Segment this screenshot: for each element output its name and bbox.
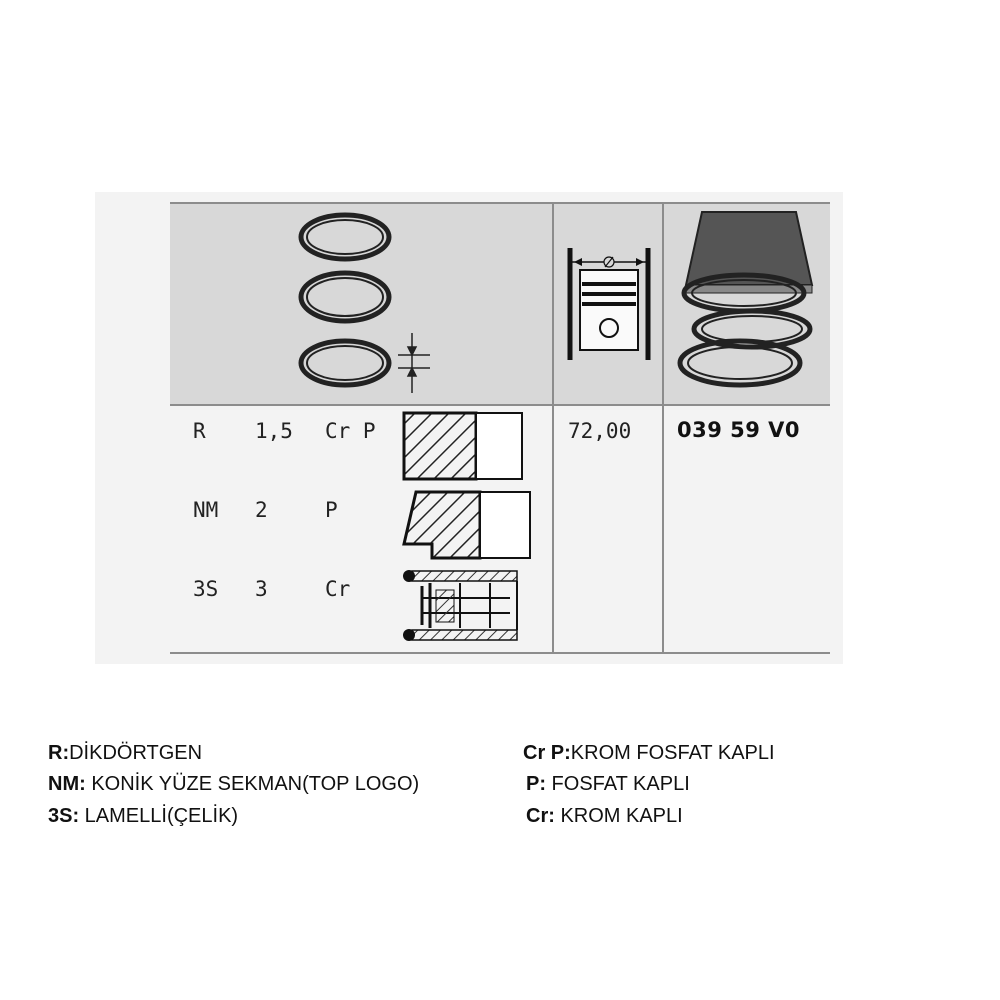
piston-rings-icon (290, 205, 440, 400)
legend-key: 3S: (48, 805, 80, 827)
legend-key: R: (48, 742, 70, 764)
table-top-border (170, 202, 830, 204)
row-2-coating: P (325, 498, 338, 522)
taper-ring-section-icon (400, 488, 535, 563)
table-bottom-border (170, 652, 830, 654)
legend-right-3 (526, 805, 683, 828)
row-3-size: 3 (255, 577, 268, 601)
legend-key: Cr: (526, 805, 555, 827)
legend-left-1 (48, 742, 202, 765)
legend-right-2 (526, 773, 690, 796)
legend-value: DİKDÖRTGEN (69, 742, 203, 764)
legend-left-3 (48, 805, 238, 828)
legend-right-1 (523, 742, 775, 765)
rectangular-ring-section-icon (400, 410, 525, 482)
legend-value: KROM KAPLI (554, 805, 683, 827)
legend-value: KONİK YÜZE SEKMAN(TOP LOGO) (85, 773, 420, 795)
row-3-coating: Cr (325, 577, 351, 601)
part-number: 039 59 V0 (677, 418, 801, 442)
legend-value: FOSFAT KAPLI (546, 773, 690, 795)
row-1-code: R (193, 419, 206, 443)
row-1-coating: Cr P (325, 419, 376, 443)
legend-key: P: (526, 773, 546, 795)
column-divider-1 (552, 202, 554, 654)
legend-left-2 (48, 773, 419, 796)
legend-value: LAMELLİ(ÇELİK) (79, 805, 239, 827)
piston-diameter-icon (560, 240, 655, 365)
row-2-size: 2 (255, 498, 268, 522)
legend-key: Cr P: (523, 742, 571, 764)
oil-ring-section-icon (400, 568, 525, 648)
header-divider (170, 404, 830, 406)
column-divider-2 (662, 202, 664, 654)
piston-diameter-value: 72,00 (568, 419, 632, 443)
legend-key: NM: (48, 773, 86, 795)
row-3-code: 3S (193, 577, 219, 601)
ring-set-package-icon (674, 207, 824, 397)
row-2-code: NM (193, 498, 219, 522)
legend-value: KROM FOSFAT KAPLI (570, 742, 775, 764)
row-1-size: 1,5 (255, 419, 293, 443)
